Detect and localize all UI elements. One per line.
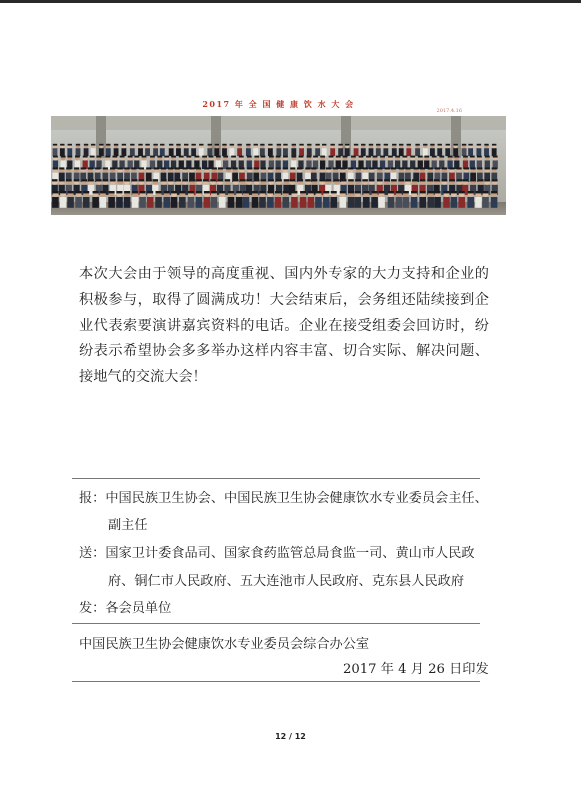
photo-banner-title: 2017 年 全 国 健 康 饮 水 大 会	[202, 99, 355, 109]
top-border	[0, 0, 581, 3]
print-date: 2017 年 4 月 26 日印发	[343, 662, 489, 677]
photo-date-stamp: 2017.4.16	[436, 108, 462, 114]
page-number: 12 / 12	[275, 732, 306, 741]
issue-to-line: 发：各会员单位	[79, 601, 172, 616]
group-photo-section	[51, 99, 506, 215]
report-to-line-2: 副主任	[108, 518, 148, 533]
body-paragraph: 本次大会由于领导的高度重视、国内外专家的大力支持和企业的积极参与，取得了圆满成功！大会结束后，会务组还陆续接到企业代表索要演讲嘉宾资料的电话。企业在接受组委会回访时，纷纷表示希望协会多多举办这样内容丰富、切合实际、解决问题、接地气的交流大会！	[79, 266, 489, 386]
divider-bottom	[72, 681, 480, 682]
report-to-line-1: 报：中国民族卫生协会、中国民族卫生协会健康饮水专业委员会主任、	[79, 491, 488, 506]
group-photo	[51, 116, 506, 215]
divider-middle	[72, 623, 480, 624]
send-to-line-1: 送：国家卫计委食品司、国家食药监管总局食监一司、黄山市人民政	[79, 546, 475, 561]
send-to-line-2: 府、铜仁市人民政府、五大连池市人民政府、克东县人民政府	[108, 574, 465, 589]
divider-top	[72, 478, 480, 479]
issuing-office: 中国民族卫生协会健康饮水专业委员会综合办公室	[79, 637, 370, 652]
